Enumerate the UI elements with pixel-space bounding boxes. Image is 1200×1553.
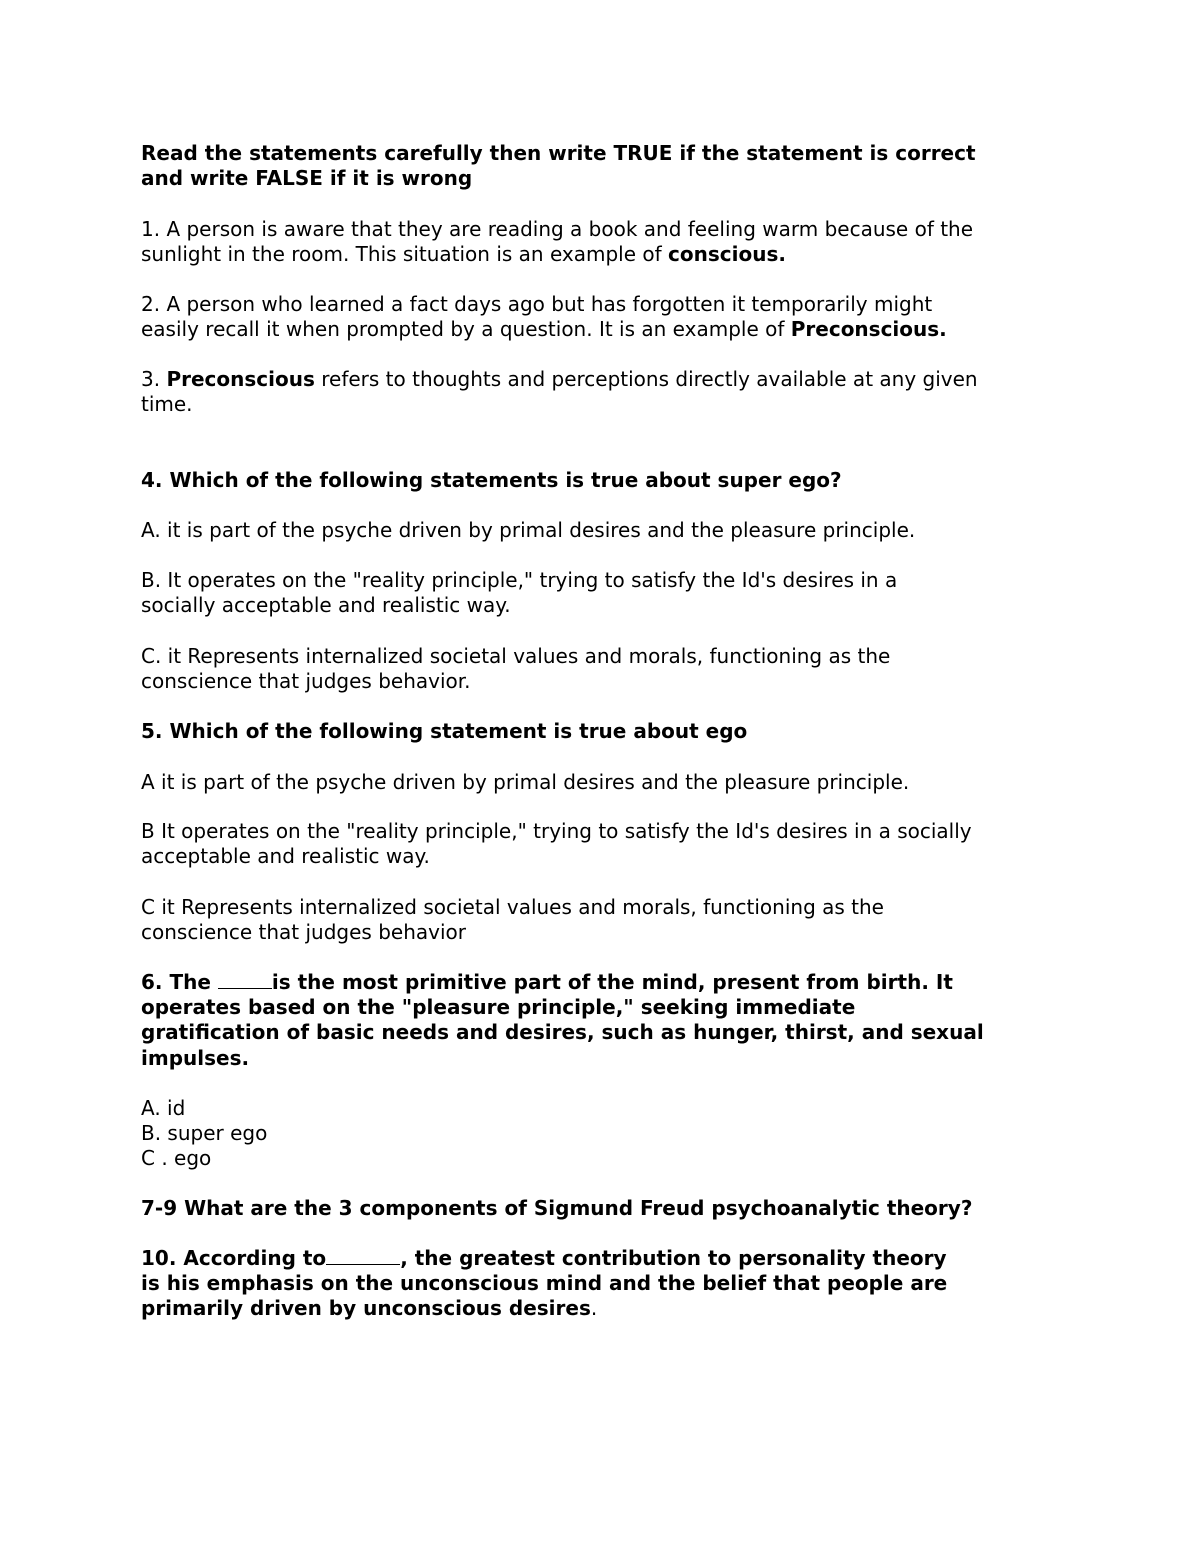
- q4-option-c-line2: conscience that judges behavior.: [141, 669, 471, 694]
- q3-line2: time.: [141, 392, 193, 417]
- q10-answer-blank: [326, 1246, 400, 1265]
- q6-line1-rest: is the most primitive part of the mind, present from birth. It: [271, 970, 953, 994]
- q10-line3-period: .: [590, 1296, 598, 1321]
- instructions-line2: and write FALSE if it is wrong: [141, 166, 473, 191]
- q5-option-b-line1: B It operates on the "reality principle," trying to satisfy the Id's desires in a socially: [141, 819, 972, 843]
- q4-option-a: A. it is part of the psyche driven by primal desires and the pleasure principle.: [141, 518, 916, 542]
- q6-option-a: A. id: [141, 1096, 186, 1120]
- q1-line1: 1. A person is aware that they are reading a book and feeling warm because of the: [141, 217, 974, 241]
- question-3: [141, 367, 978, 417]
- q6-option-c: C . ego: [141, 1146, 212, 1171]
- instructions: [141, 141, 976, 191]
- q2-answer-term: Preconscious.: [790, 317, 947, 342]
- q3-line1-rest: refers to thoughts and perceptions directly available at any given: [314, 367, 978, 391]
- q5-option-b-line2: acceptable and realistic way.: [141, 844, 430, 869]
- q5-option-c-line2: conscience that judges behavior: [141, 920, 466, 945]
- q1-answer-term: conscious.: [668, 242, 786, 267]
- q1-line2: sunlight in the room. This situation is an example of: [141, 242, 669, 267]
- question-4: 4. Which of the following statements is true about super ego?: [141, 468, 842, 492]
- q4-option-c: [141, 644, 890, 694]
- question-6: [141, 970, 984, 1071]
- q3-number: 3.: [141, 367, 167, 391]
- q4-option-c-line1: C. it Represents internalized societal values and morals, functioning as the: [141, 644, 891, 668]
- q4-option-b-line1: B. It operates on the "reality principle," trying to satisfy the Id's desires in a: [141, 568, 898, 592]
- q4-option-b-line2: socially acceptable and realistic way.: [141, 593, 511, 618]
- q6-options: [141, 1096, 267, 1172]
- q6-option-b: B. super ego: [141, 1121, 268, 1146]
- q10-line1-rest: , the greatest contribution to personality theory: [400, 1246, 947, 1270]
- question-2: [141, 292, 947, 342]
- q6-answer-blank: [218, 970, 272, 989]
- q2-line2: easily recall it when prompted by a question. It is an example of: [141, 317, 791, 342]
- q5-option-c-line1: C it Represents internalized societal values and morals, functioning as the: [141, 895, 884, 919]
- q10-prefix: 10. According to: [141, 1246, 327, 1270]
- q2-line1: 2. A person who learned a fact days ago but has forgotten it temporarily might: [141, 292, 933, 316]
- question-1: [141, 217, 973, 267]
- instructions-line1: Read the statements carefully then write TRUE if the statement is correct: [141, 141, 976, 165]
- q5-option-b: [141, 819, 972, 869]
- q3-term: Preconscious: [166, 367, 315, 391]
- q6-prefix: 6. The: [141, 970, 218, 994]
- q5-option-a: A it is part of the psyche driven by primal desires and the pleasure principle.: [141, 770, 910, 794]
- q6-line3: gratification of basic needs and desires, such as hunger, thirst, and sexual: [141, 1020, 984, 1045]
- q5-option-c: [141, 895, 884, 945]
- q10-line3: primarily driven by unconscious desires: [141, 1296, 591, 1321]
- q10-line2: is his emphasis on the unconscious mind and the belief that people are: [141, 1271, 948, 1296]
- q4-option-b: [141, 568, 897, 618]
- question-5: 5. Which of the following statement is true about ego: [141, 719, 748, 743]
- q6-line2: operates based on the "pleasure principle," seeking immediate: [141, 995, 856, 1020]
- q6-line4: impulses.: [141, 1045, 250, 1070]
- question-7-9: 7-9 What are the 3 components of Sigmund Freud psychoanalytic theory?: [141, 1196, 973, 1220]
- question-10: [141, 1246, 947, 1322]
